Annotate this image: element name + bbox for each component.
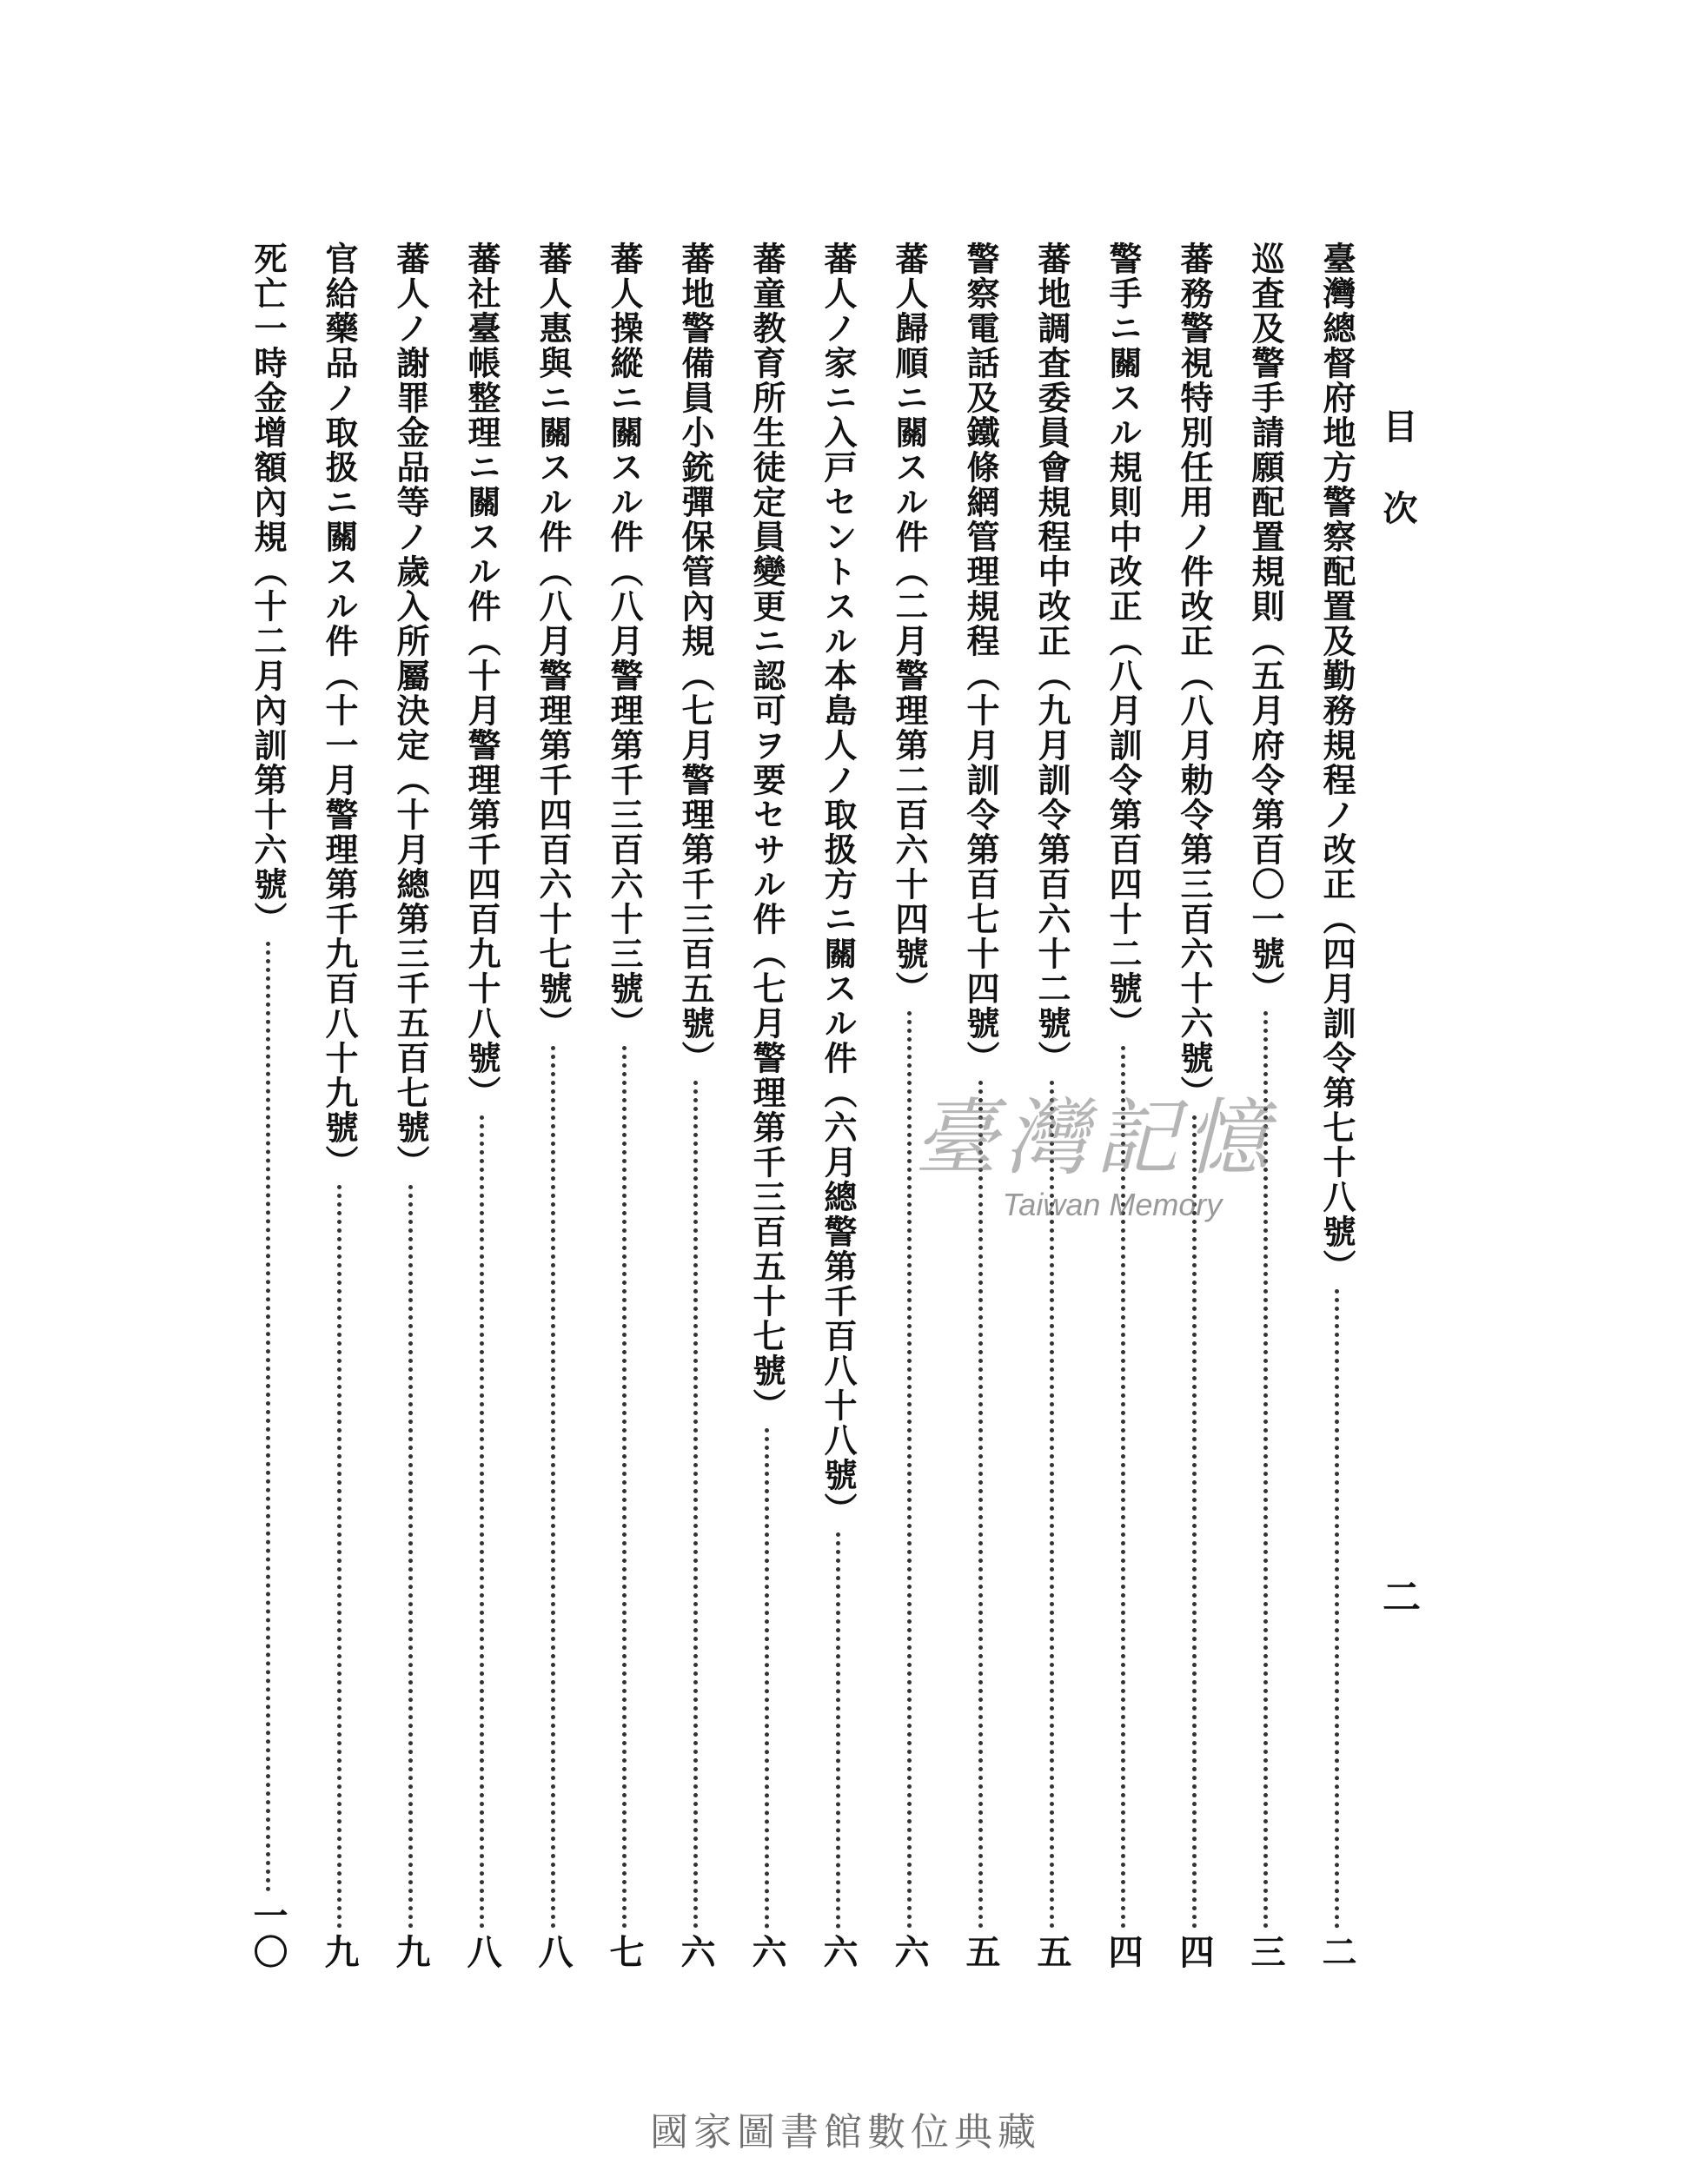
toc-entry-page: 六 <box>746 1934 787 1970</box>
toc-entry-page: 五 <box>1031 1934 1072 1970</box>
toc-entry-title: 蕃人操縱ニ關スル件（八月警理第千三百六十三號） <box>605 242 644 1041</box>
dot-leader <box>622 1046 627 1929</box>
toc-entry-page: 六 <box>675 1934 716 1970</box>
toc-entry-title: 蕃地調査委員會規程中改正（九月訓令第百六十二號） <box>1032 242 1071 1075</box>
toc-entry <box>455 242 507 1970</box>
toc-entry-page: 四 <box>1174 1934 1215 1970</box>
toc-entry <box>313 242 365 1970</box>
toc-entry-page: 三 <box>1245 1934 1286 1970</box>
toc-entry-title: 蕃童教育所生徒定員變更ニ認可ヲ要セサル件（七月警理第千三百五十七號） <box>747 242 786 1423</box>
toc-entry-page: 八 <box>533 1934 574 1970</box>
toc-entry-page: 六 <box>889 1934 930 1970</box>
library-credit: 國家圖書館數位典藏 <box>650 2110 1041 2154</box>
toc-entry-title: 蕃務警視特別任用ノ件改正（八月勅令第三百六十六號） <box>1175 242 1214 1110</box>
toc-entry-page: 六 <box>818 1934 859 1970</box>
watermark-english: Taiwan Memory <box>1002 1187 1223 1222</box>
toc-entry <box>598 242 650 1970</box>
toc-entry-title: 臺灣總督府地方警察配置及勤務規程ノ改正（四月訓令第七十八號） <box>1317 242 1356 1284</box>
toc-entry-title: 蕃人ノ謝罪金品等ノ歲入所屬決定（十月總第三千五百七號） <box>391 242 430 1180</box>
toc-entry-title: 蕃人歸順ニ關スル件（二月警理第二百六十四號） <box>890 242 929 1006</box>
toc-entry <box>669 242 721 1970</box>
watermark-chinese: 臺灣記憶 <box>914 1089 1276 1187</box>
toc-entry-title: 官給藥品ノ取扱ニ關スル件（十一月警理第千九百八十九號） <box>320 242 359 1180</box>
toc-entry-title: 警手ニ關スル規則中改正（八月訓令第百四十二號） <box>1104 242 1143 1041</box>
dot-leader <box>266 942 270 1892</box>
dot-leader <box>765 1428 769 1929</box>
dot-leader <box>693 1081 698 1929</box>
toc-entry-page: 七 <box>604 1934 645 1970</box>
toc-entry-page: 四 <box>1103 1934 1144 1970</box>
toc-entry-page: 五 <box>960 1934 1001 1970</box>
toc-entry-page: 二 <box>1316 1934 1357 1970</box>
dot-leader <box>408 1185 413 1929</box>
toc-entry-page: 八 <box>461 1934 502 1970</box>
toc-entry <box>527 242 579 1970</box>
dot-leader <box>551 1046 555 1929</box>
toc-entry-title: 蕃地警備員小銃彈保管內規（七月警理第千三百五號） <box>676 242 715 1075</box>
dot-leader <box>337 1185 342 1929</box>
page-number: 二 <box>1376 1577 1420 1615</box>
toc-entry <box>384 242 436 1970</box>
toc-entry-title: 蕃人惠與ニ關スル件（八月警理第千四百六十七號） <box>534 242 573 1041</box>
toc-entry <box>740 242 792 1970</box>
toc-entry <box>242 242 294 1970</box>
toc-entry <box>812 242 864 1970</box>
toc-entry-title: 死亡一時金增額內規（十二月內訓第十六號） <box>249 242 288 936</box>
dot-leader <box>1335 1289 1339 1929</box>
toc-entry-title: 蕃社臺帳整理ニ關スル件（十月警理第千四百九十八號） <box>462 242 501 1110</box>
toc-entry-page: 九 <box>390 1934 431 1970</box>
dot-leader <box>836 1532 840 1929</box>
toc-entry-title: 巡査及警手請願配置規則（五月府令第百〇一號） <box>1246 242 1285 1006</box>
watermark <box>869 1090 1321 1238</box>
toc-entry-title: 蕃人ノ家ニ入戸セントスル本島人ノ取扱方ニ關スル件（六月總警第千百八十八號） <box>819 242 858 1527</box>
toc-entry-page: 一〇 <box>248 1897 288 1970</box>
toc-entry-page: 九 <box>319 1934 360 1970</box>
running-header: 目次 <box>1377 408 1418 572</box>
toc-entry-title: 警察電話及鐵條網管理規程（十月訓令第百七十四號） <box>961 242 1000 1075</box>
dot-leader <box>480 1115 484 1929</box>
